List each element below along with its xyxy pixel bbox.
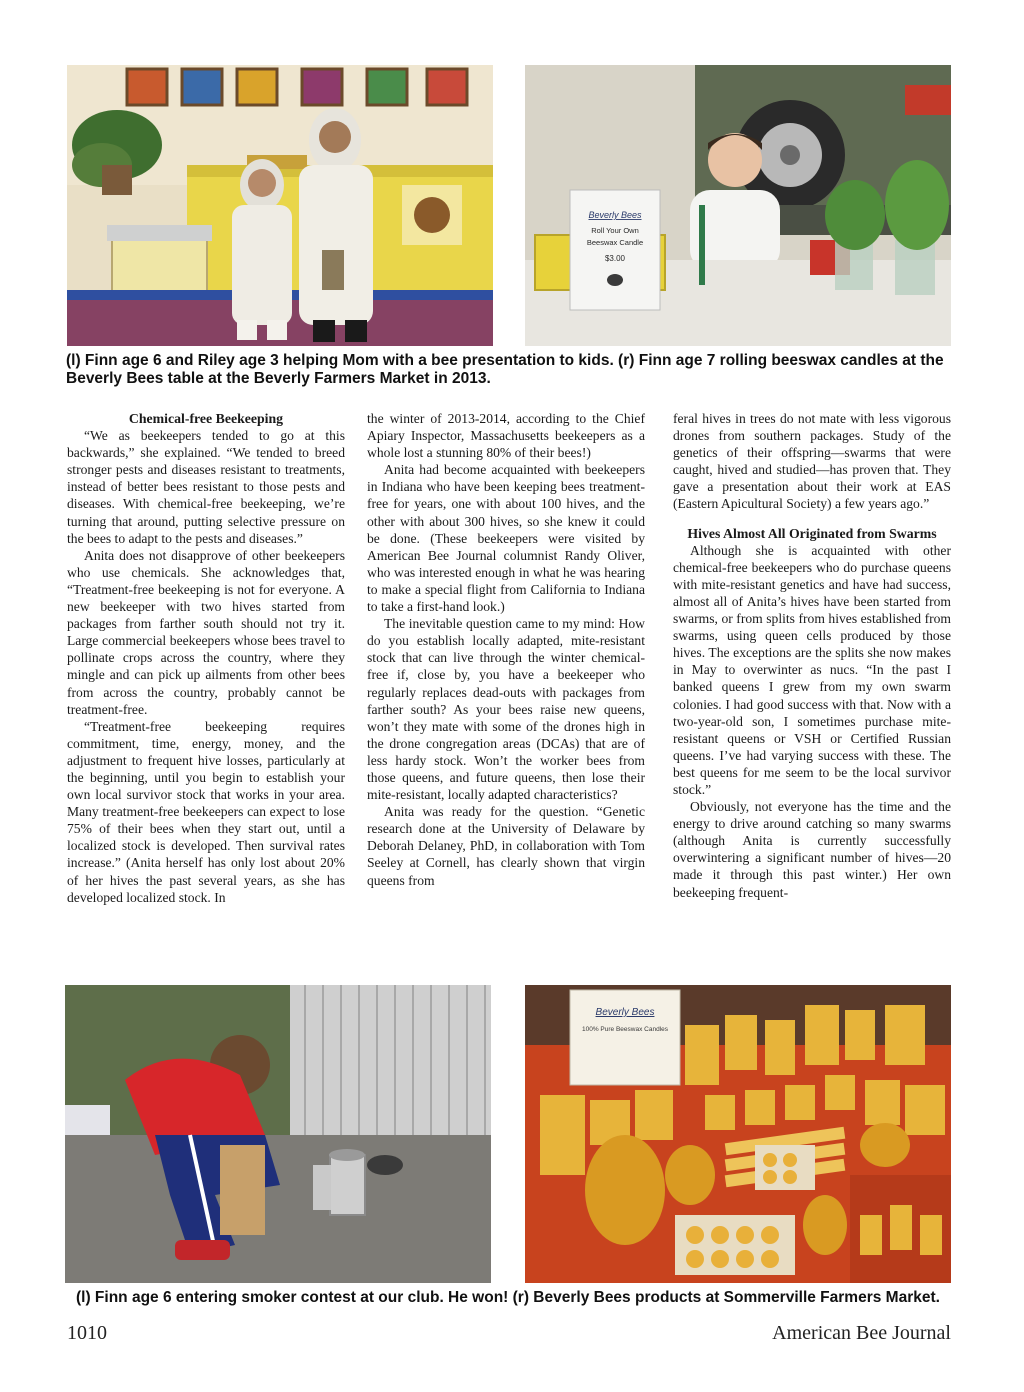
article-column-2 [367,410,645,889]
journal-name: American Bee Journal [772,1322,951,1344]
display-sign-line1: 100% Pure Beeswax Candles [582,1026,668,1033]
paragraph: Anita had become acquainted with beekeepers in Indiana who have been keeping bees treatment-free for years, one with about 100 hives, and the other with about 300 hives, so she knew it could be done. (These beekeepers were visited by American Bee Journal columnist Randy Oliver, who was interested enough in what he was hearing to make a special flight from California to Indiana to take a first-hand look.) [367,462,645,615]
sign-price: $3.00 [604,254,626,263]
paragraph: Although she is acquainted with other chemical-free beekeepers who do purchase queens with mite-resistant genetics and have had success, almost all of Anita’s hives have been started from swarms, or from splits from hives established from swarms, using queen cells produced by those hives. The exceptions are the splits she now makes in May to overwinter as nucs. “In the past I banked queens I grew from my own swarm colonies. I had good success with that. Now with a two-year-old son, I sometimes purchase mite-resistant queens or VSH or Certified Russian queens. I’ve had varying success with these. The best queens for me seem to be the local survivor stock.” [673,542,951,797]
sign-line2: Beeswax Candle [586,238,644,247]
photo-kids-in-bee-suits [67,65,493,346]
photo-smoker-contest [65,985,491,1283]
paragraph: Anita does not disapprove of other beekeepers who use chemicals. She acknowledges that, “Treatment-free beekeeping is not for everyone. A new beekeeper with two hives started from packages from farther south should not try it. Large commercial beekeepers whose bees travel to pollinate crops across the country, where they mingle and can pick up ailments from other bees from across the country, probably cannot be treatment-free. [67,547,345,717]
paragraph: Obviously, not everyone has the time and the energy to drive around catching so many swarms (although Anita is currently successfully overwintering a significant number of hives—20 made it through this past winter.) Her own beekeeping frequent- [673,799,951,900]
paragraph: The inevitable question came to my mind: How do you establish locally adapted, mite-resistant stock that can live through the winter chemical-free if, close by, you have a beekeeper who regularly replaces dead-outs with packages from farther south? As your bees raise new queens, won’t they mate with some of the drones high in the drone congregation areas (DCAs) that are of less hardy stock. Won’t the worker bees from those queens, and future queens, then lose their mite-resistant, locally adapted characteristics? [367,616,645,803]
photo-boy-candle-table [525,65,951,346]
heading-hives-from-swarms: Hives Almost All Originated from Swarms [687,525,937,541]
paragraph: Anita was ready for the question. “Genetic research done at the University of Delaware by Deborah Delaney, PhD, in collaboration with Tom Seeley at Cornell, has clearly shown that virgin queens from [367,804,645,888]
caption-top: (l) Finn age 6 and Riley age 3 helping Mom with a bee presentation to kids. (r) Finn age 7 rolling beeswax candles at the Beverly Bees table at the Beverly Farmers Market in 2013. [66,352,944,387]
caption-bottom: (l) Finn age 6 entering smoker contest at our club. He won! (r) Beverly Bees products at Sommerville Farmers Market. [76,1289,940,1306]
heading-chemical-free-beekeeping: Chemical-free Beekeeping [128,411,284,426]
sign-line1: Roll Your Own [591,226,639,235]
article-column-1 [67,410,345,906]
sign-title: Beverly Bees [588,210,642,220]
display-sign-title: Beverly Bees [595,1007,655,1018]
page-number: 1010 [67,1322,107,1344]
photo-beeswax-products [525,985,951,1283]
paragraph: the winter of 2013-2014, according to the Chief Apiary Inspector, Massachusetts beekeepers as a whole lost a stunning 80% of their bees!) [367,411,645,461]
bee-icon [607,274,623,286]
paragraph: feral hives in trees do not mate with less vigorous drones from southern packages. Study of the genetics of their offspring—swarms that were caught, hived and studied—has proven that. They gave a presentation about their work at EAS (Eastern Apicultural Society) a few years ago.” [673,411,951,512]
article-column-3 [673,410,951,901]
paragraph: “Treatment-free beekeeping requires commitment, time, energy, money, and the adjustment to frequent hive losses, particularly at the beginning, until you begin to establish your own local survivor stock that works in your area. Many treatment-free beekeepers can expect to lose 75% of their bees when they start out, until a localized stock is developed. Then survival rates increase.” (Anita herself has only lost about 20% of her hives the past several years, as she has developed localized stock. In [67,718,345,905]
paragraph: “We as beekeepers tended to go at this backwards,” she explained. “We tended to breed stronger pests and diseases resistant to treatments, instead of better bees resistant to those pests and diseases. With chemical-free beekeeping, we’re turning that around, putting selective pressure on the bees to adapt to the pests and diseases.” [67,428,345,546]
